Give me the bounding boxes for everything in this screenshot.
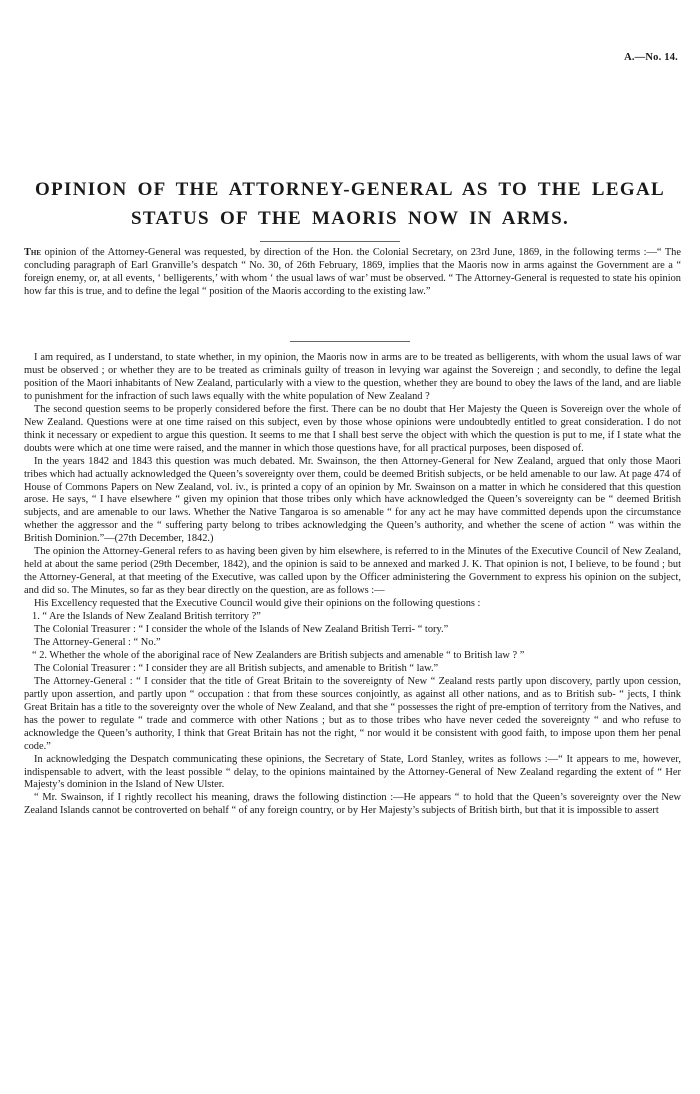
intro-text: opinion of the Attorney-General was requested, by direction of the Hon. the Colonial Secretary, on 23rd June, 1869, in the following terms :—“ The concluding paragraph of Earl Granville’s despatch “ No. 30, of 26th February, 1869, implies that the Maoris now in arms against the Government are a “ foreign enemy, or, at all events, ‘ belligerents,’ with whom ‘ the usual laws of war’ must be observed. “ The Attorney-General is requested to state his opinion how far this is true, and to define the legal “ position of the Maoris according to the existing law.” (24, 247, 681, 297)
body-paragraph: His Excellency requested that the Executive Council would give their opinions on the following questions : (34, 598, 481, 610)
body-paragraph: 1. “ Are the Islands of New Zealand British territory ?” (32, 611, 261, 623)
body-paragraph: In the years 1842 and 1843 this question was much debated. Mr. Swainson, the then Attorney-General for New Zealand, argued that only those Maori tribes which had actually acknowledged the Queen’s sovereignty over them, could be deemed British subjects, or be held amenable to our law. At page 474 of House of Commons Papers on New Zealand, vol. iv., is printed a copy of an opinion by Mr. Swainson on a matter in which he considered that this question arose. He says, “ I have elsewhere “ given my opinion that those tribes only which have acknowledged the Queen’s sovereignty can be “ deemed British subjects, and are amenable to our laws. Whether the Native Tangaroa is so amenable “ for any act he may have committed depends upon the circumstance whether the aggressor and the “ suffering party belong to tribes acknowledging the Queen’s authority, and whether the scene of action “ was within the British Dominion.”—(27th December, 1842.) (24, 455, 681, 545)
section-divider (290, 341, 410, 342)
body-paragraph: In acknowledging the Despatch communicating these opinions, the Secretary of State, Lord Stanley, writes as follows :—“ It appears to me, however, indispensable to advert, with the least possible “ delay, to the opinions maintained by the Attorney-General of New Zealand regarding the extent of “ Her Majesty’s dominion in the Island of New Ulster. (24, 753, 681, 791)
document-title (24, 175, 676, 233)
body-paragraph: The Colonial Treasurer : “ I consider the whole of the Islands of New Zealand British Terri- “ tory.” (34, 624, 449, 636)
title-line-1: OPINION OF THE ATTORNEY-GENERAL AS TO THE LEGAL (35, 179, 665, 200)
body-paragraph: The Colonial Treasurer : “ I consider they are all British subjects, and amenable to British “ law.” (34, 662, 439, 674)
title-divider (260, 241, 400, 242)
body-paragraph: The Attorney-General : “ No.” (34, 636, 161, 648)
body-paragraph: “ Mr. Swainson, if I rightly recollect his meaning, draws the following distinction :—He appears “ to hold that the Queen’s sovereignty over the New Zealand Islands cannot be controverted on behalf “ of any foreign country, or by Her Majesty’s subjects of British birth, but that it is impossible to assert (24, 792, 681, 817)
page-reference: A.—No. 14. (624, 52, 678, 63)
body-paragraph: The Attorney-General : “ I consider that the title of Great Britain to the sovereignty of New “ Zealand rests partly upon discovery, partly upon cession, partly upon assertion, and partly upon “ occupation : that from these sources conjointly, as against all other nations, and as to British sub- “ jects, I think Great Britain has a title to the sovereignty over the whole of New Zealand, and that she “ possesses the right of pre-emption of territory from the Natives, and has the power to regulate “ trade and commerce with other Nations ; but as to those tribes who have never ceded the sovereignty “ and who refuse to acknowledge the Queen’s authority, I think that Great Britain has not the right, “ nor would it be consistent with good faith, to impose upon them her penal code.” (24, 675, 681, 752)
body-paragraph: “ 2. Whether the whole of the aboriginal race of New Zealanders are British subjects and amenable “ to British law ? ” (32, 649, 525, 661)
body-paragraph: The opinion the Attorney-General refers to as having been given by him elsewhere, is referred to in the Minutes of the Executive Council of New Zealand, held at about the same period (29th December, 1842), and the opinion is said to be annexed and marked J. K. That opinion is not, I believe, to be found ; but the Attorney-General, at that meeting of the Executive, was called upon by the Officer administering the Government to express his opinion on the subject, and did so. The Minutes, so far as they bear directly on the question, are as follows :— (24, 546, 681, 597)
opinion-body (24, 352, 681, 818)
intro-paragraph (24, 247, 681, 299)
body-paragraph: I am required, as I understand, to state whether, in my opinion, the Maoris now in arms are to be treated as belligerents, with whom the usual laws of war must be observed ; or whether they are to be treated as criminals guilty of treason in levying war against the Sovereign ; and secondly, to define the legal position of the Maori inhabitants of New Zealand, particularly with a view to the question, whether they are bound to obey the laws of the land, and are liable to punishment for the infraction of such laws equally with the white population of New Zealand ? (24, 352, 681, 402)
title-line-2: STATUS OF THE MAORIS NOW IN ARMS. (131, 208, 569, 229)
intro-lead-word: The (24, 247, 42, 258)
body-paragraph: The second question seems to be properly considered before the first. There can be no doubt that Her Majesty the Queen is Sovereign over the whole of New Zealand. Questions were at one time raised on this subject, even by those whose opinions were undoubtedly entitled to great consideration. I do not think it necessary or expedient to argue this question. It seems to me that I shall best serve the object with which the question is put to me, if I state what the doubts were which at one time were raised, and the manner in which those questions have, for all practical purposes, been disposed of. (24, 403, 681, 454)
